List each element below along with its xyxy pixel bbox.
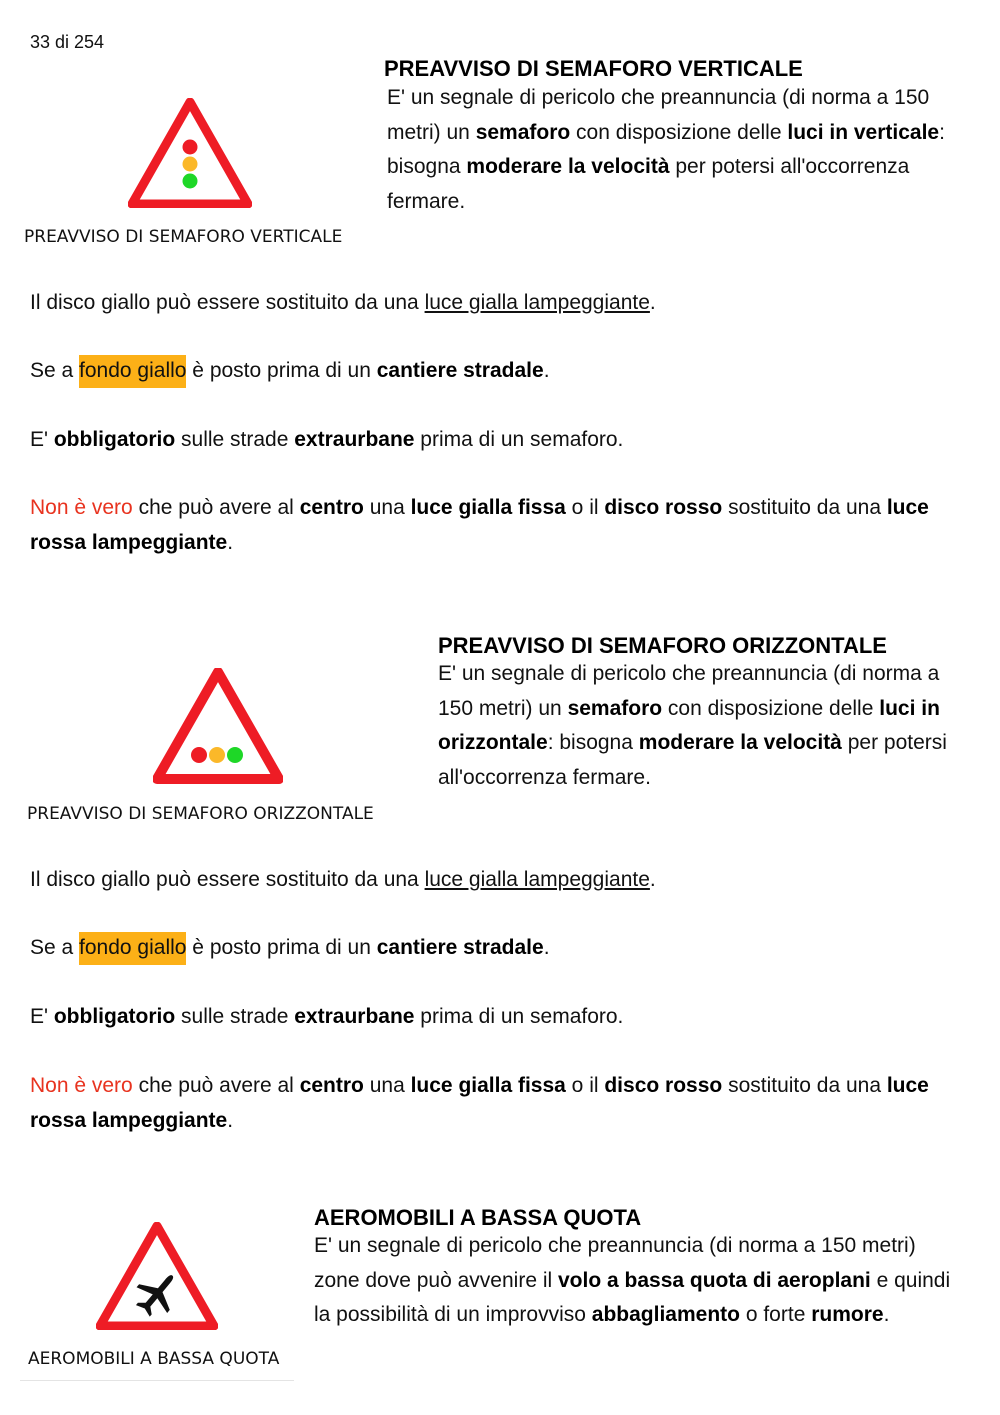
sign-image-vertical <box>128 98 252 208</box>
section-title-vertical: PREAVVISO DI SEMAFORO VERTICALE <box>384 56 803 81</box>
section-description-vertical: E' un segnale di pericolo che preannuncia (di norma a 150 metri) un semaforo con disposizione delle luci in verticale: bisogna moderare la velocità per potersi all'occorrenza fermare. <box>387 86 945 213</box>
note-yellow-background-vertical: Se a fondo giallo è posto prima di un cantiere stradale. <box>30 354 970 389</box>
section-description-horizontal: E' un segnale di pericolo che preannuncia (di norma a 150 metri) un semaforo con disposizione delle luci in orizzontale: bisogna moderare la velocità per potersi all'occorrenza fermare. <box>438 662 947 789</box>
section-description-aircraft: E' un segnale di pericolo che preannuncia (di norma a 150 metri) zone dove può avvenire il volo a bassa quota di aeroplani e quindi la possibilità di un improvviso abbagliamento o forte rumore. <box>314 1234 951 1326</box>
horizontal-traffic-light-warning-sign-icon <box>153 668 283 784</box>
section-title-aircraft: AEROMOBILI A BASSA QUOTA <box>314 1205 642 1230</box>
green-light-icon <box>227 747 243 763</box>
caption-divider <box>20 1380 294 1381</box>
yellow-light-icon <box>183 157 198 172</box>
red-light-icon <box>183 140 198 155</box>
note-flashing-light-horizontal: Il disco giallo può essere sostituito da una luce gialla lampeggiante. <box>30 868 656 891</box>
note-flashing-light-vertical: Il disco giallo può essere sostituito da una luce gialla lampeggiante. <box>30 291 656 314</box>
green-light-icon <box>183 174 198 189</box>
vertical-traffic-light-warning-sign-icon <box>128 98 252 208</box>
note-mandatory-horizontal: E' obbligatorio sulle strade extraurbane prima di un semaforo. <box>30 1005 624 1028</box>
note-yellow-background-horizontal: Se a fondo giallo è posto prima di un cantiere stradale. <box>30 931 970 966</box>
yellow-light-icon <box>209 747 225 763</box>
sign-caption-aircraft: AEROMOBILI A BASSA QUOTA <box>28 1349 280 1369</box>
sign-image-horizontal <box>153 668 283 784</box>
note-false-statement-horizontal: Non è vero che può avere al centro una luce gialla fissa o il disco rosso sostituito da una luce rossa lampeggiante. <box>30 1074 929 1132</box>
section-title-horizontal: PREAVVISO DI SEMAFORO ORIZZONTALE <box>438 633 887 658</box>
note-false-statement-vertical: Non è vero che può avere al centro una luce gialla fissa o il disco rosso sostituito da una luce rossa lampeggiante. <box>30 496 929 554</box>
sign-caption-horizontal: PREAVVISO DI SEMAFORO ORIZZONTALE <box>27 804 374 824</box>
red-light-icon <box>191 747 207 763</box>
sign-caption-vertical: PREAVVISO DI SEMAFORO VERTICALE <box>24 227 343 247</box>
sign-image-aircraft <box>96 1222 218 1330</box>
page-number: 33 di 254 <box>30 32 105 52</box>
low-flying-aircraft-warning-sign-icon <box>96 1222 218 1330</box>
note-mandatory-vertical: E' obbligatorio sulle strade extraurbane prima di un semaforo. <box>30 428 624 451</box>
